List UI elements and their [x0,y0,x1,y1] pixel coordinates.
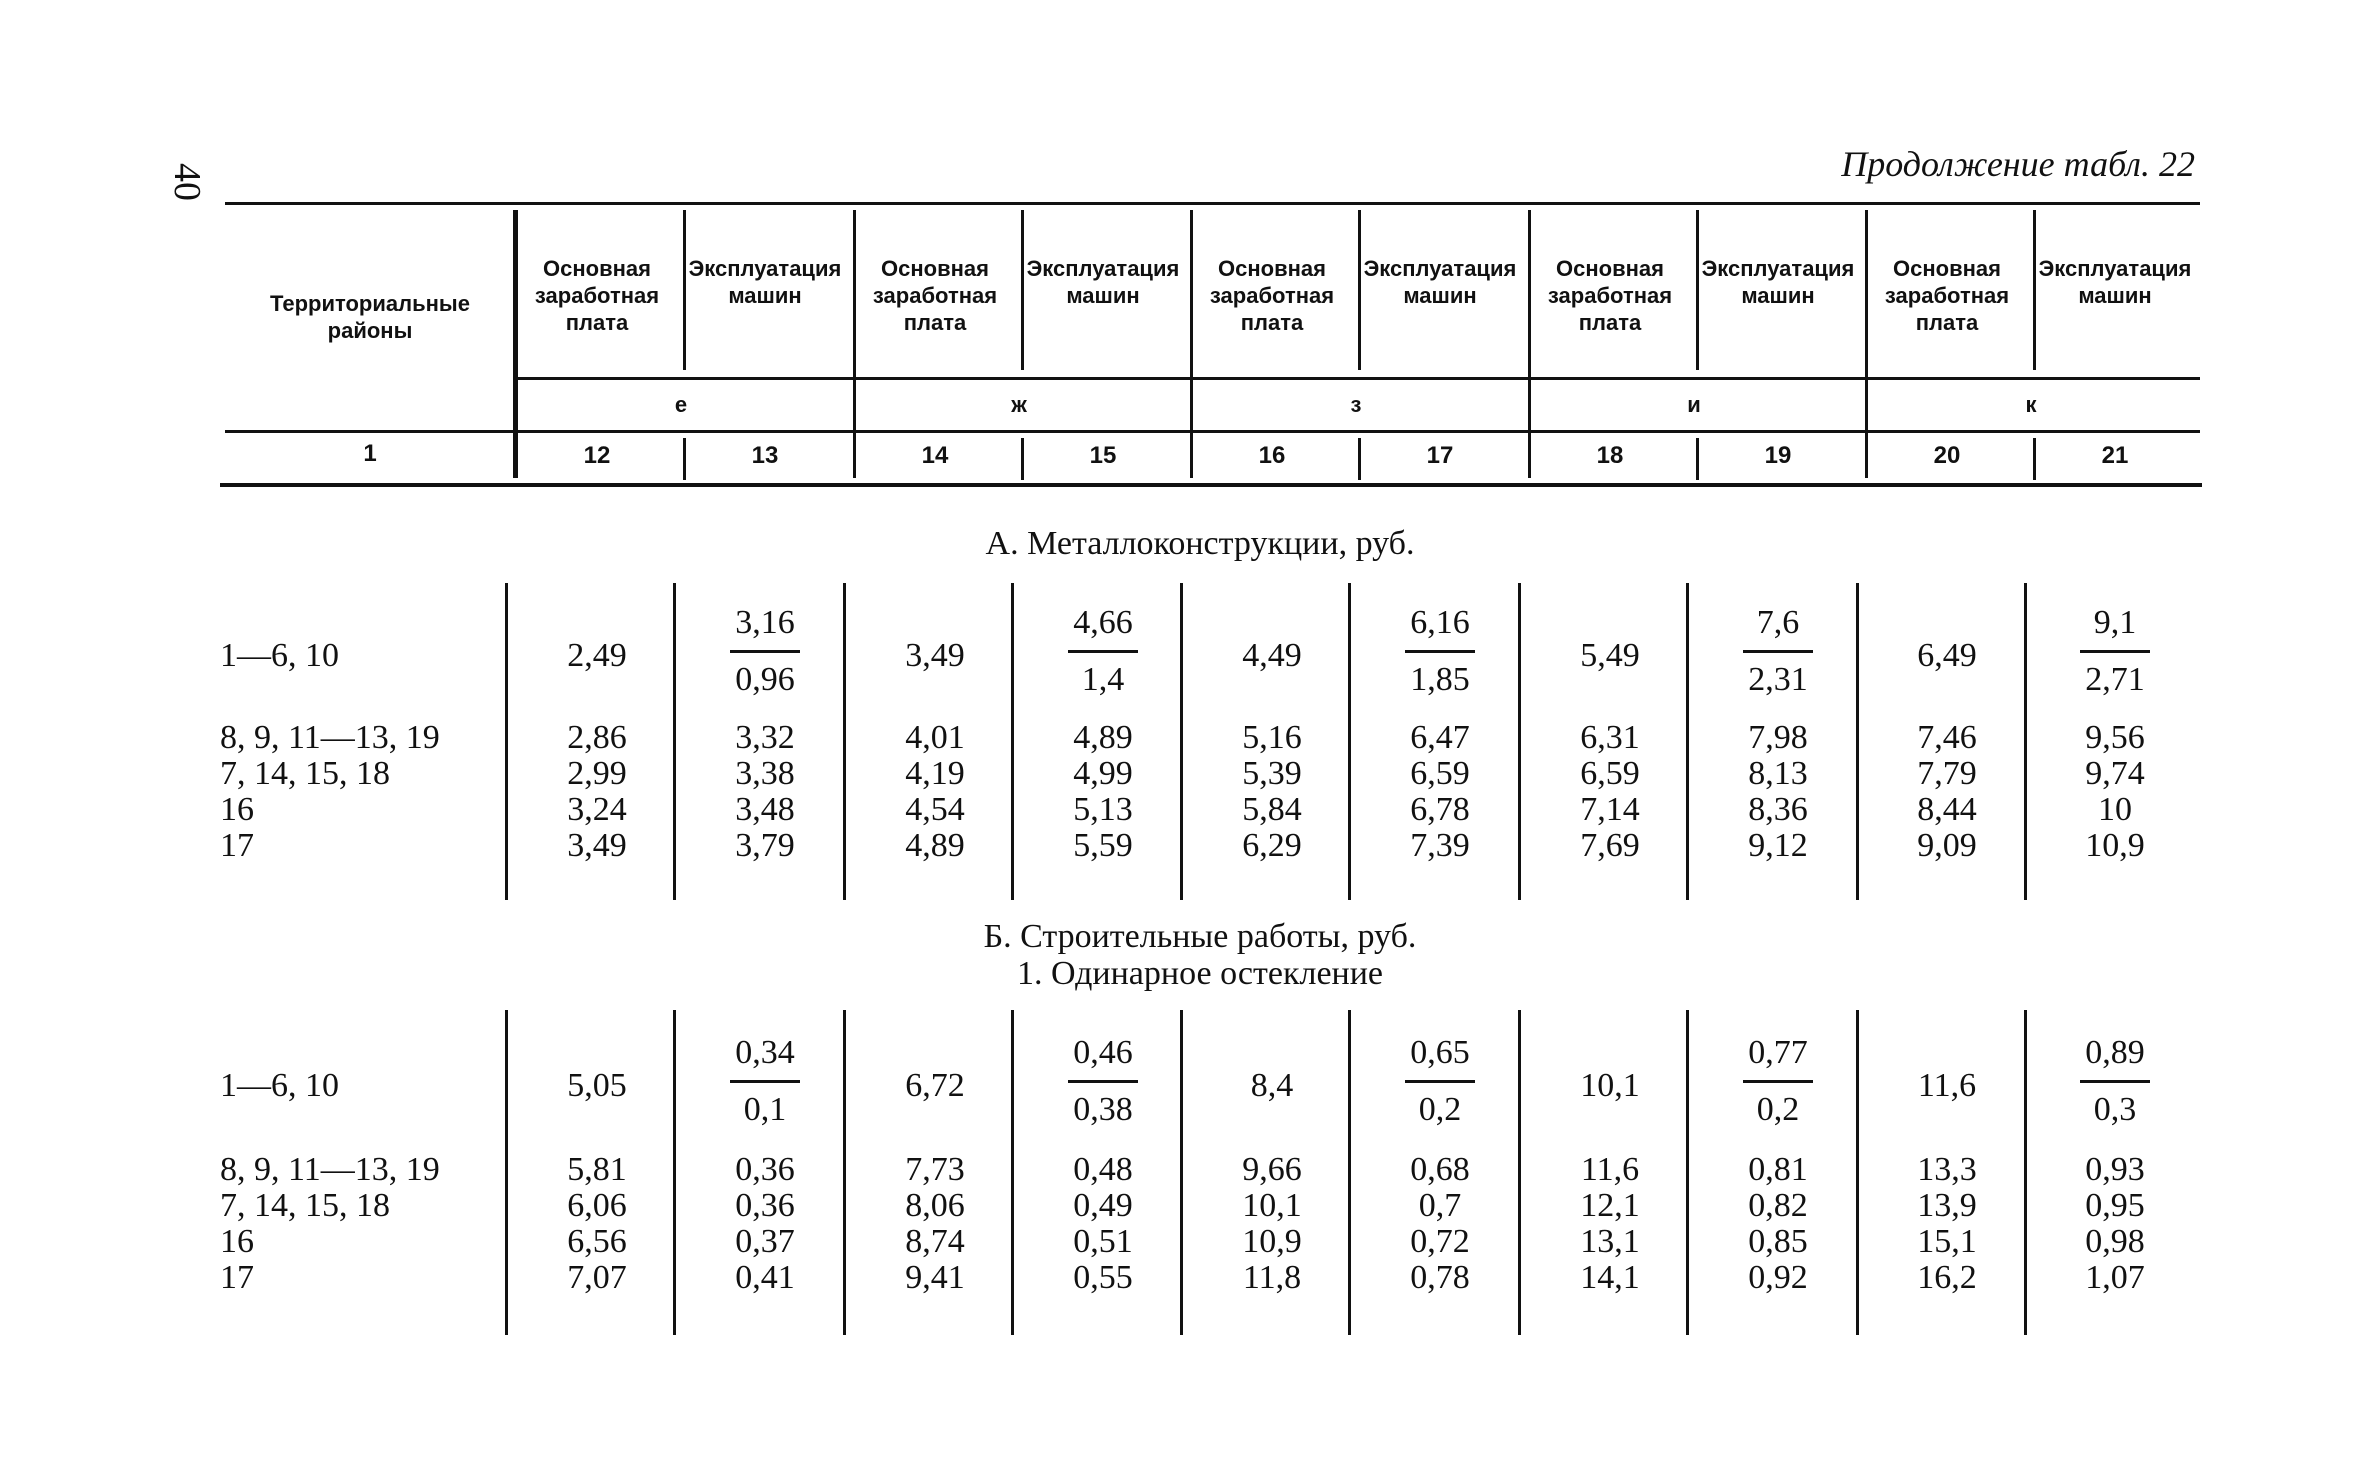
value-cell: 0,98 [2085,1223,2145,1260]
header-col-label: Основная заработная плата [1884,256,2010,335]
value-cell: 3,38 [735,755,795,792]
value-cell: 6,59 [1580,755,1640,792]
fraction-numerator: 9,1 [2093,604,2137,641]
value-cell: 3,24 [567,791,627,828]
value-cell: 9,66 [1242,1151,1302,1188]
value-cell: 0,81 [1748,1151,1808,1188]
value-cell: 8,4 [1250,1067,1294,1104]
value-cell: 13,1 [1580,1223,1640,1260]
value-cell: 6,78 [1410,791,1470,828]
fraction-cell [1356,1034,1524,1129]
value-cell: 0,95 [2085,1187,2145,1224]
fraction-denominator: 0,2 [1756,1091,1800,1128]
header-group-letter: и [1687,392,1701,417]
fraction-numerator: 6,16 [1410,604,1470,641]
value-cell: 5,49 [1580,637,1640,674]
value-cell: 8,06 [905,1187,965,1224]
region-cell: 7, 14, 15, 18 [220,755,390,792]
fraction-cell [681,604,849,699]
value-cell: 9,74 [2085,755,2145,792]
header-group-letter: ж [1011,392,1027,417]
value-cell: 0,36 [735,1187,795,1224]
value-cell: 5,81 [567,1151,627,1188]
fraction-numerator: 3,16 [735,604,795,641]
fraction-cell [1356,604,1524,699]
header-group-letter: з [1350,392,1362,417]
value-cell: 1,07 [2085,1259,2145,1296]
value-cell: 6,56 [567,1223,627,1260]
header-col-label: Эксплуатация машин [1363,256,1517,308]
fraction-cell [1019,1034,1187,1129]
fraction-numerator: 0,34 [735,1034,795,1071]
value-cell: 6,29 [1242,827,1302,864]
region-cell: 1—6, 10 [220,1067,339,1104]
fraction-cell [1694,1034,1862,1129]
header-group-letter: е [674,392,688,417]
value-cell: 2,99 [567,755,627,792]
value-cell: 12,1 [1580,1187,1640,1224]
fraction-denominator: 0,3 [2093,1091,2137,1128]
header-col-label: Основная заработная плата [872,256,998,335]
value-cell: 9,12 [1748,827,1808,864]
value-cell: 8,44 [1917,791,1977,828]
group-divider [853,210,856,478]
value-cell: 10,9 [2085,827,2145,864]
header-col-num: 17 [1426,442,1454,469]
fraction-cell [681,1034,849,1129]
value-cell: 3,49 [567,827,627,864]
value-cell: 3,79 [735,827,795,864]
value-cell: 0,48 [1073,1151,1133,1188]
value-cell: 15,1 [1917,1223,1977,1260]
header-col-num: 21 [2101,442,2129,469]
value-cell: 13,3 [1917,1151,1977,1188]
value-cell: 4,89 [1073,719,1133,756]
fraction-numerator: 0,89 [2085,1034,2145,1071]
value-cell: 6,72 [905,1067,965,1104]
region-cell: 7, 14, 15, 18 [220,1187,390,1224]
value-cell: 5,84 [1242,791,1302,828]
value-cell: 5,39 [1242,755,1302,792]
value-cell: 11,6 [1917,1067,1977,1104]
value-cell: 4,54 [905,791,965,828]
fraction-denominator: 1,85 [1410,661,1470,698]
value-cell: 3,32 [735,719,795,756]
value-cell: 10,1 [1580,1067,1640,1104]
value-cell: 3,49 [905,637,965,674]
header-col-num: 12 [583,442,611,469]
value-cell: 8,36 [1748,791,1808,828]
value-cell: 0,36 [735,1151,795,1188]
section-subtitle: 1. Одинарное остекление [1016,955,1384,992]
value-cell: 6,06 [567,1187,627,1224]
value-cell: 5,05 [567,1067,627,1104]
group-divider [1865,210,1868,478]
value-cell: 0,49 [1073,1187,1133,1224]
value-cell: 4,19 [905,755,965,792]
value-cell: 7,98 [1748,719,1808,756]
fraction-denominator: 0,96 [735,661,795,698]
region-cell: 17 [220,827,254,864]
fraction-numerator: 7,6 [1756,604,1800,641]
header-col-label: Эксплуатация машин [688,256,842,308]
header-col-label: Эксплуатация машин [1701,256,1855,308]
group-divider [1528,210,1531,478]
value-cell: 0,7 [1418,1187,1462,1224]
header-region-label: Территориальные районы [270,291,470,343]
value-cell: 6,47 [1410,719,1470,756]
group-divider [1190,210,1193,478]
value-cell: 10,1 [1242,1187,1302,1224]
value-cell: 3,48 [735,791,795,828]
value-cell: 11,6 [1580,1151,1640,1188]
continuation-title: Продолжение табл. 22 [1841,144,2195,184]
fraction-numerator: 0,77 [1748,1034,1808,1071]
group-divider [515,210,518,478]
value-cell: 2,49 [567,637,627,674]
header-col-label: Эксплуатация машин [1026,256,1180,308]
value-cell: 5,59 [1073,827,1133,864]
region-cell: 1—6, 10 [220,637,339,674]
value-cell: 7,07 [567,1259,627,1296]
header-col-label: Основная заработная плата [1547,256,1673,335]
value-cell: 0,92 [1748,1259,1808,1296]
fraction-cell [1019,604,1187,699]
value-cell: 9,09 [1917,827,1977,864]
header-col-label: Основная заработная плата [534,256,660,335]
value-cell: 6,59 [1410,755,1470,792]
section-title: А. Металлоконструкции, руб. [985,525,1415,562]
value-cell: 7,73 [905,1151,965,1188]
value-cell: 6,49 [1917,637,1977,674]
fraction-cell [2031,604,2199,699]
region-cell: 17 [220,1259,254,1296]
value-cell: 4,99 [1073,755,1133,792]
value-cell: 10 [2098,791,2132,828]
value-cell: 8,74 [905,1223,965,1260]
fraction-numerator: 4,66 [1073,604,1133,641]
fraction-denominator: 2,71 [2085,661,2145,698]
value-cell: 9,41 [905,1259,965,1296]
fraction-numerator: 0,65 [1410,1034,1470,1071]
column-divider [505,1010,508,1335]
value-cell: 5,16 [1242,719,1302,756]
value-cell: 0,78 [1410,1259,1470,1296]
header-col-num: 16 [1258,442,1286,469]
value-cell: 8,13 [1748,755,1808,792]
value-cell: 16,2 [1917,1259,1977,1296]
region-cell: 8, 9, 11—13, 19 [220,719,440,756]
value-cell: 0,72 [1410,1223,1470,1260]
value-cell: 7,79 [1917,755,1977,792]
value-cell: 14,1 [1580,1259,1640,1296]
value-cell: 7,69 [1580,827,1640,864]
header-col-num: 18 [1596,442,1624,469]
value-cell: 0,41 [735,1259,795,1296]
value-cell: 7,39 [1410,827,1470,864]
value-cell: 5,13 [1073,791,1133,828]
value-cell: 10,9 [1242,1223,1302,1260]
header-col-num: 15 [1089,442,1117,469]
value-cell: 2,86 [567,719,627,756]
value-cell: 0,55 [1073,1259,1133,1296]
fraction-denominator: 0,38 [1073,1091,1133,1128]
region-cell: 16 [220,1223,254,1260]
value-cell: 6,31 [1580,719,1640,756]
value-cell: 7,46 [1917,719,1977,756]
header-region-num: 1 [363,440,377,467]
fraction-denominator: 2,31 [1748,661,1808,698]
value-cell: 4,49 [1242,637,1302,674]
value-cell: 13,9 [1917,1187,1977,1224]
column-divider [505,583,508,900]
value-cell: 0,68 [1410,1151,1470,1188]
section-title: Б. Строительные работы, руб. [983,918,1417,955]
header-col-num: 19 [1764,442,1792,469]
fraction-denominator: 0,1 [743,1091,787,1128]
value-cell: 0,82 [1748,1187,1808,1224]
region-cell: 16 [220,791,254,828]
header-col-label: Основная заработная плата [1209,256,1335,335]
value-cell: 9,56 [2085,719,2145,756]
value-cell: 4,89 [905,827,965,864]
value-cell: 11,8 [1242,1259,1302,1296]
page-number: 40 [166,163,208,201]
value-cell: 0,93 [2085,1151,2145,1188]
fraction-numerator: 0,46 [1073,1034,1133,1071]
header-col-num: 13 [751,442,779,469]
header-col-num: 20 [1933,442,1961,469]
value-cell: 4,01 [905,719,965,756]
fraction-denominator: 0,2 [1418,1091,1462,1128]
region-cell: 8, 9, 11—13, 19 [220,1151,440,1188]
value-cell: 7,14 [1580,791,1640,828]
value-cell: 0,37 [735,1223,795,1260]
value-cell: 0,51 [1073,1223,1133,1260]
fraction-denominator: 1,4 [1081,661,1125,698]
header-col-label: Эксплуатация машин [2038,256,2192,308]
header-col-num: 14 [921,442,949,469]
fraction-cell [2031,1034,2199,1129]
fraction-cell [1694,604,1862,699]
value-cell: 0,85 [1748,1223,1808,1260]
header-group-letter: к [2025,392,2037,417]
